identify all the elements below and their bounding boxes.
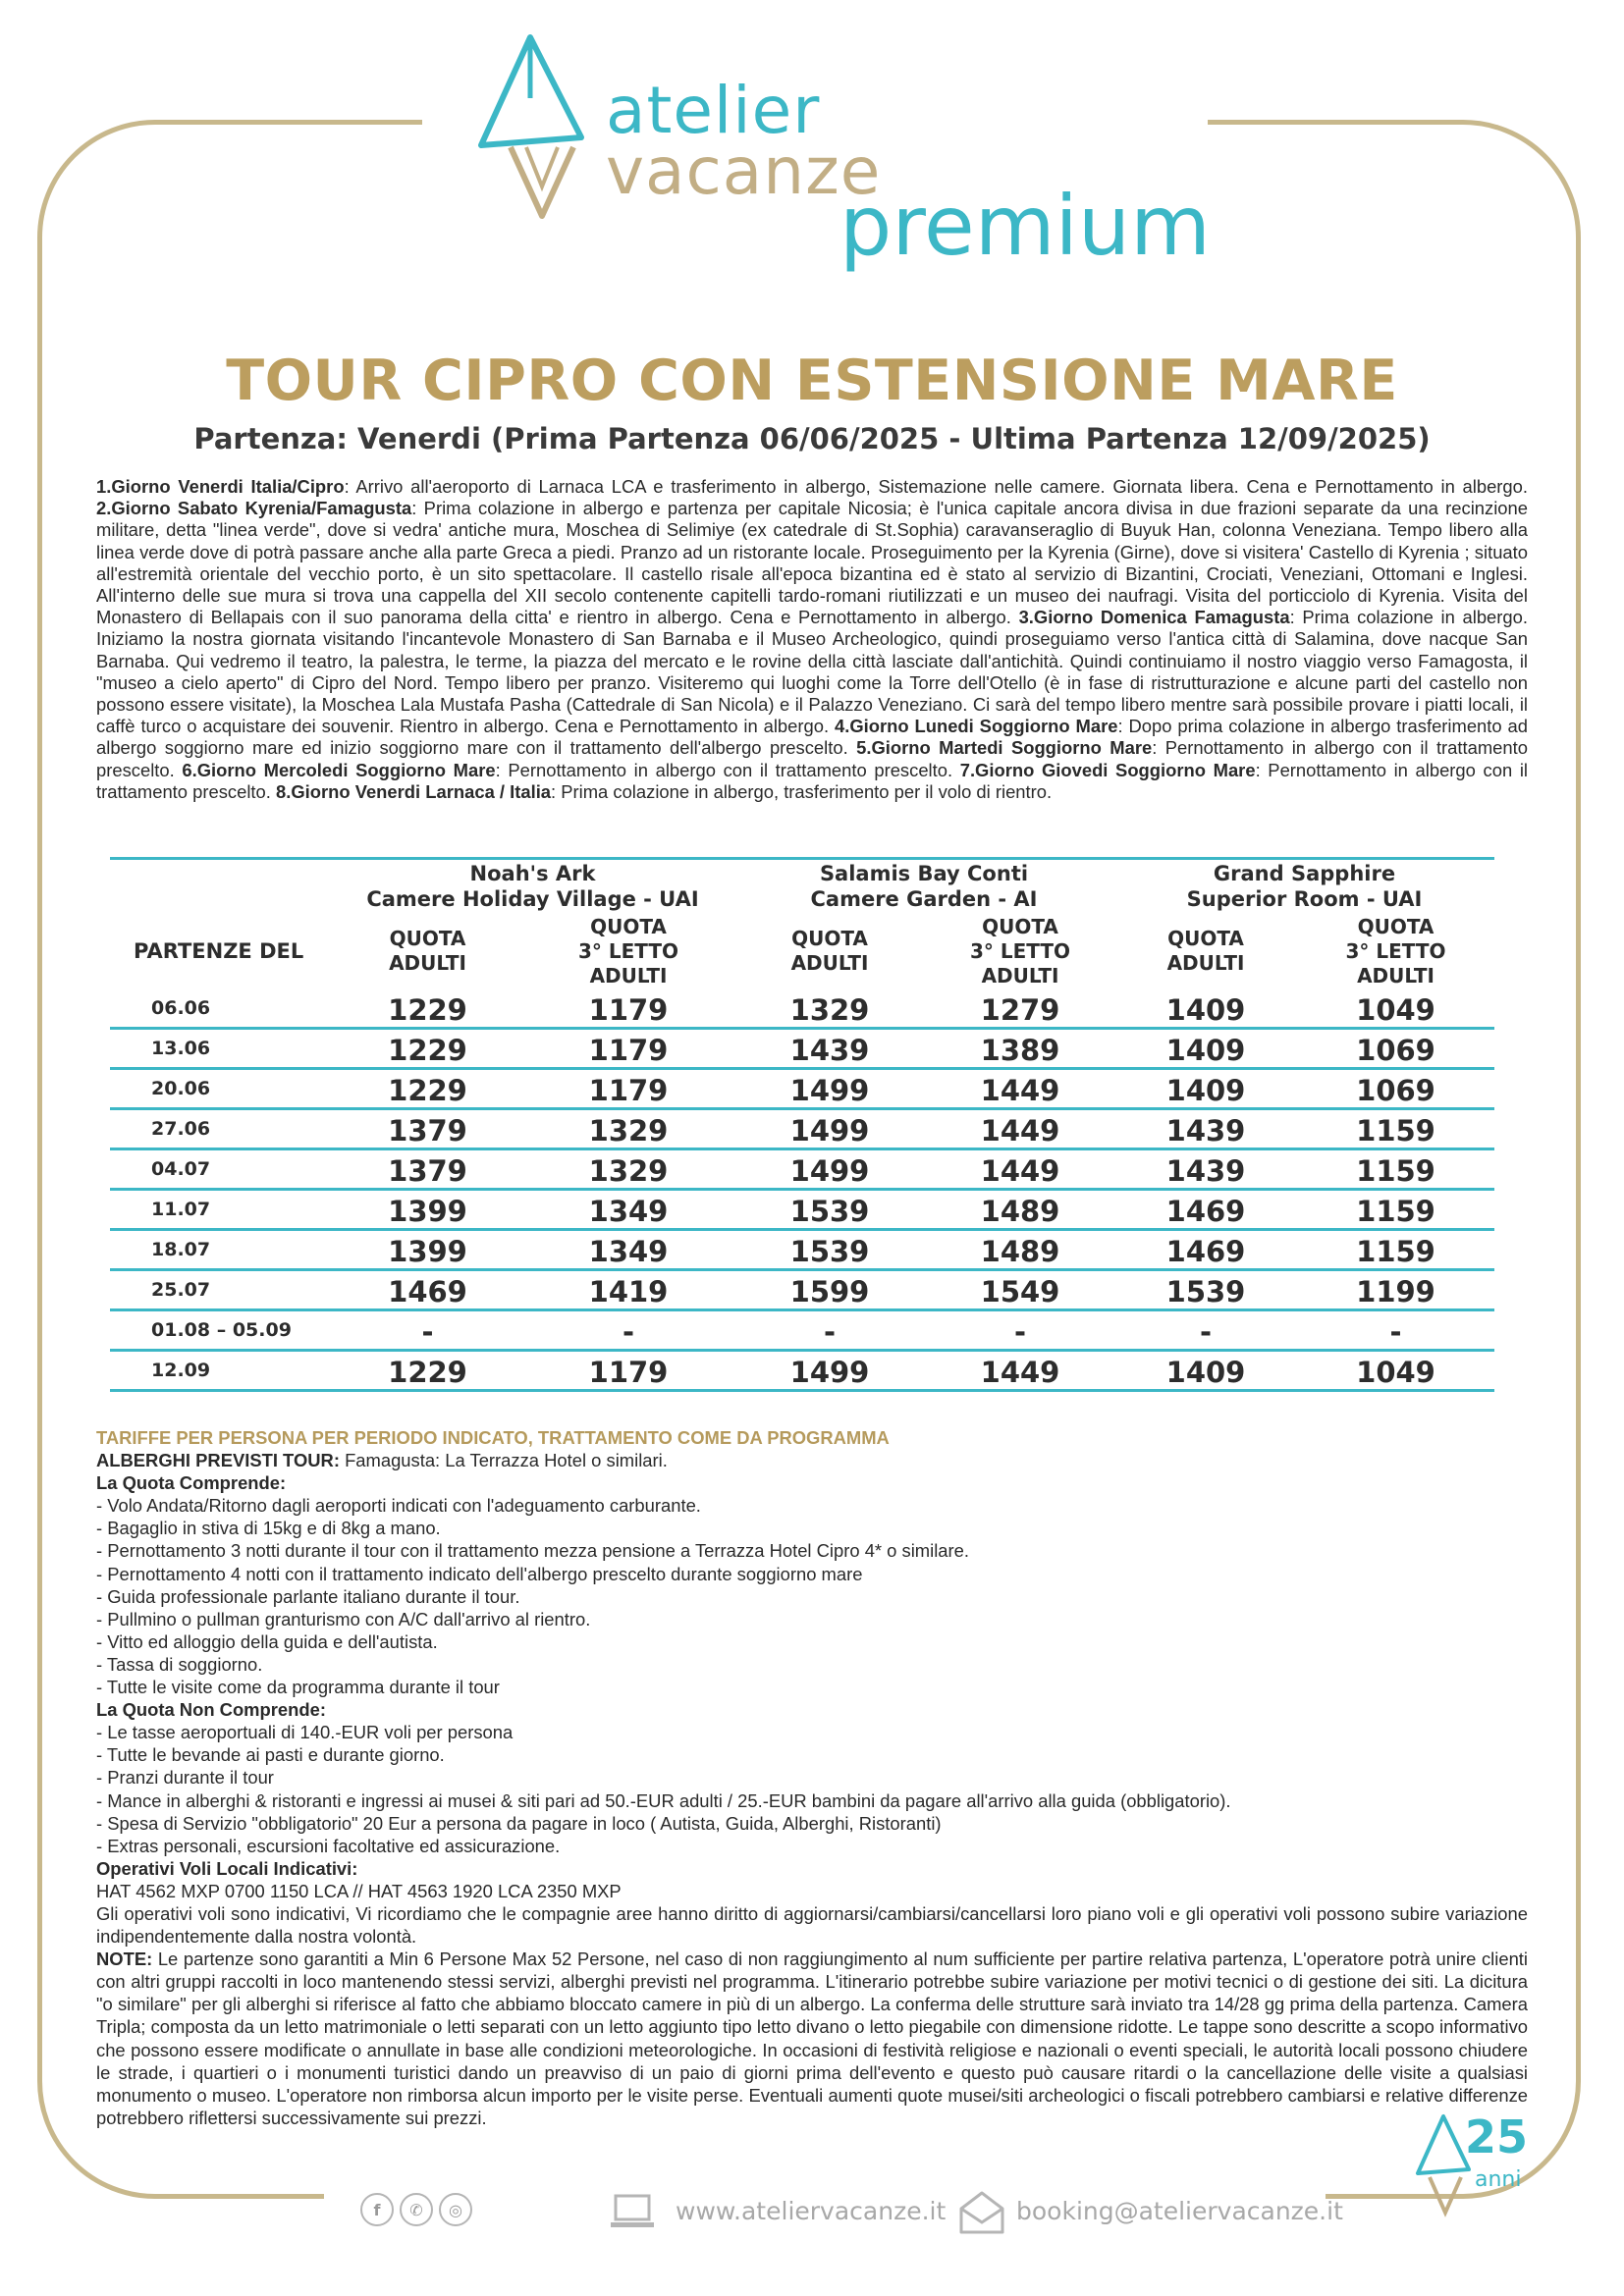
- price-cell: 1469: [1114, 1190, 1297, 1230]
- col-quota-3-letto: QUOTA 3° LETTO ADULTI: [1345, 914, 1446, 988]
- hotel-name: Salamis Bay Conti: [819, 862, 1029, 885]
- price-cell: 1449: [926, 1351, 1114, 1391]
- price-cell: 1599: [733, 1270, 926, 1310]
- page-subtitle: Partenza: Venerdi (Prima Partenza 06/06/2025 - Ultima Partenza 12/09/2025): [193, 422, 1431, 455]
- price-cell: 1229: [332, 1351, 523, 1391]
- departure-date: 04.07: [110, 1149, 332, 1190]
- price-cell: 1159: [1297, 1149, 1494, 1190]
- table-row: [110, 1149, 1494, 1190]
- voli-heading: Operativi Voli Locali Indicativi:: [96, 1857, 358, 1879]
- price-cell: 1549: [926, 1270, 1114, 1310]
- day-1-heading: 1.Giorno Venerdi Italia/Cipro: [96, 476, 345, 497]
- table-row: [110, 1069, 1494, 1109]
- price-cell: -: [1114, 1310, 1297, 1351]
- comprende-item: - Pernottamento 3 notti durante il tour con il trattamento mezza pensione a Terrazza Hotel Cipro 4* o similare.: [96, 1540, 969, 1562]
- email-link[interactable]: booking@ateliervacanze.it: [1016, 2197, 1343, 2225]
- price-cell: -: [733, 1310, 926, 1351]
- price-cell: 1399: [332, 1190, 523, 1230]
- price-cell: 1449: [926, 1109, 1114, 1149]
- itinerary-text: [96, 476, 1528, 803]
- comprende-item: - Pullmino o pullman granturismo con A/C dall'arrivo al rientro.: [96, 1608, 591, 1629]
- comprende-item: - Pernottamento 4 notti con il trattamento indicato dell'albergo prescelto durante soggiorno mare: [96, 1563, 863, 1584]
- badge-number: 25: [1465, 2110, 1529, 2163]
- whatsapp-icon[interactable]: ✆: [400, 2193, 433, 2226]
- price-cell: 1049: [1297, 989, 1494, 1029]
- page-title: TOUR CIPRO CON ESTENSIONE MARE: [226, 348, 1398, 413]
- price-cell: 1399: [332, 1230, 523, 1270]
- price-cell: 1179: [523, 1351, 733, 1391]
- col-quota-adulti: QUOTA ADULTI: [790, 927, 869, 975]
- empty-header-cell: [110, 859, 332, 914]
- price-cell: 1539: [733, 1190, 926, 1230]
- col-quota-adulti: QUOTA ADULTI: [389, 927, 466, 975]
- price-cell: 1409: [1114, 1351, 1297, 1391]
- price-cell: 1419: [523, 1270, 733, 1310]
- hotel-room: Camere Holiday Village - UAI: [366, 887, 699, 911]
- price-cell: 1439: [733, 1029, 926, 1069]
- price-cell: 1229: [332, 1029, 523, 1069]
- voli-note: Gli operativi voli sono indicativi, Vi ricordiamo che le compagnie aree hanno diritto di aggiornarsi/cambiarsi/cancellarsi loro piano voli e gli operativi voli possono subire variazione indipendentemente dalla nostra volontà.: [96, 1902, 1528, 1948]
- departure-date: 01.08 – 05.09: [110, 1310, 332, 1351]
- price-cell: 1449: [926, 1069, 1114, 1109]
- non-comprende-item: - Spesa di Servizio "obbligatorio" 20 Eur a persona da pagare in loco ( Autista, Guida, Alberghi, Ristoranti): [96, 1812, 942, 1834]
- col-quota-3-letto: QUOTA 3° LETTO ADULTI: [577, 914, 679, 988]
- non-comprende-item: - Tutte le bevande ai pasti e durante giorno.: [96, 1744, 445, 1766]
- voli-line: HAT 4562 MXP 0700 1150 LCA // HAT 4563 1920 LCA 2350 MXP: [96, 1880, 622, 1901]
- price-cell: 1159: [1297, 1190, 1494, 1230]
- hotel-header-noahs-ark: [332, 859, 733, 914]
- table-row: [110, 1351, 1494, 1391]
- column-header-row: [110, 913, 1494, 989]
- non-comprende-heading: La Quota Non Comprende:: [96, 1699, 326, 1721]
- departure-date: 18.07: [110, 1230, 332, 1270]
- price-cell: 1179: [523, 989, 733, 1029]
- price-cell: 1539: [733, 1230, 926, 1270]
- departures-header: PARTENZE DEL: [134, 938, 304, 963]
- price-cell: 1349: [523, 1190, 733, 1230]
- table-row: [110, 989, 1494, 1029]
- price-cell: 1329: [733, 989, 926, 1029]
- price-cell: 1279: [926, 989, 1114, 1029]
- hotel-name: Noah's Ark: [469, 862, 596, 885]
- departure-date: 20.06: [110, 1069, 332, 1109]
- day-3-heading: 3.Giorno Domenica Famagusta: [1018, 607, 1290, 628]
- hotel-room: Superior Room - UAI: [1186, 887, 1423, 911]
- departure-date: 25.07: [110, 1270, 332, 1310]
- website-link[interactable]: www.ateliervacanze.it: [676, 2197, 947, 2225]
- alberghi-line: ALBERGHI PREVISTI TOUR: Famagusta: La Terrazza Hotel o similari.: [96, 1450, 668, 1471]
- comprende-item: - Guida professionale parlante italiano durante il tour.: [96, 1585, 520, 1607]
- day-3-text: : Prima colazione in albergo. Iniziamo la nostra giornata visitando l'incantevole Monastero di San Barnaba e il Museo Archeologico, quindi proseguiamo verso l'antica città di Salamina, dove nacque San Barnaba. Qui vedremo il teatro, la palestra, le terme, la piazza del mercato e le rovine della città lasciate dall'antichità. Quindi continuiamo il nostro viaggio verso Famagosta, il "museo a cielo aperto" di Cipro del Nord. Tempo libero per pranzo. Visiteremo qui luoghi come la Torre dell'Otello (è in fase di ristrutturazione e alcune parti del castello non possono essere visitate), la Moschea Lala Mustafa Pasha (Cattedrale di San Nicola) e il Palazzo Veneziano. Ci sarà del tempo libero mentre sarà possibile provare i piatti locali, il caffè turco o acquistare dei souvenir. Rientro in albergo. Cena e Pernottamento in albergo.: [96, 607, 1528, 737]
- price-table: [110, 857, 1494, 1392]
- price-cell: 1439: [1114, 1149, 1297, 1190]
- price-cell: 1159: [1297, 1109, 1494, 1149]
- comprende-list: [96, 1494, 1528, 1698]
- envelope-icon: [957, 2189, 1006, 2236]
- price-cell: 1439: [1114, 1109, 1297, 1149]
- logo-word-premium: premium: [839, 178, 1211, 274]
- day-5-heading: 5.Giorno Martedi Soggiorno Mare: [856, 737, 1153, 759]
- tariffe-heading: TARIFFE PER PERSONA PER PERIODO INDICATO, TRATTAMENTO COME DA PROGRAMMA: [96, 1427, 890, 1448]
- col-quota-3-letto: QUOTA 3° LETTO ADULTI: [969, 914, 1071, 988]
- price-cell: 1499: [733, 1109, 926, 1149]
- hotel-name: Grand Sapphire: [1213, 862, 1396, 885]
- price-cell: 1409: [1114, 1029, 1297, 1069]
- logo-triangle-icon: [471, 29, 609, 226]
- departure-date: 11.07: [110, 1190, 332, 1230]
- price-cell: 1469: [1114, 1230, 1297, 1270]
- conditions-section: [96, 1426, 1528, 2129]
- day-7-heading: 7.Giorno Giovedi Soggiorno Mare: [959, 759, 1256, 780]
- day-2-text: : Prima colazione in albergo e partenza per capitale Nicosia; è l'unica capitale ancora divisa in due frazioni separate da una recinzione militare, detta "linea verde", dove si vedra' antiche mura, Moschea di Selimiye (ex catedrale di St.Sophia) caravanseraglio di Buyuk Han, colonna Veneziana. Tempo libero alla linea verde dove di potrà passare anche alla parte Greca a piedi. Pranzo ad un ristorante locale. Proseguimento per la Kyrenia (Girne), dove si visitera' Castello di Kyrenia ; situato all'estremità orientale del vecchio porto, è un sito spettacolare. Il castello risale all'epoca bizantina ed è stato al servizio di Bizantini, Crociati, Veneziani, Ottomani e Inglesi. All'interno delle sue mura si trova una cappella del XII secolo contenente capitelli tardo-romani riutilizzati e un museo dei naufragi. Visita del porticciolo di Kyrenia. Visita del Monastero di Bellapais con il suo panorama della citta' e rientro in albergo. Cena e Pernottamento in albergo.: [96, 498, 1528, 628]
- price-cell: 1179: [523, 1029, 733, 1069]
- price-cell: 1489: [926, 1230, 1114, 1270]
- day-4-text: : Dopo prima colazione in albergo trasferimento ad albergo soggiorno mare ed inizio soggiorno mare con il trattamento dell'albergo prescelto.: [96, 716, 1528, 759]
- hotel-room: Camere Garden - AI: [810, 887, 1038, 911]
- price-cell: 1229: [332, 1069, 523, 1109]
- social-icons: [360, 2193, 472, 2226]
- price-cell: 1159: [1297, 1230, 1494, 1270]
- non-comprende-item: - Mance in alberghi & ristoranti e ingressi ai musei & siti pari ad 50.-EUR adulti / 25.-EUR bambini da pagare all'arrivo alla guida (obbligatorio).: [96, 1789, 1231, 1811]
- facebook-icon[interactable]: f: [360, 2193, 394, 2226]
- price-cell: -: [523, 1310, 733, 1351]
- day-5-text: : Pernottamento in albergo con il trattamento prescelto.: [96, 737, 1528, 780]
- table-row: [110, 1310, 1494, 1351]
- table-row: [110, 1270, 1494, 1310]
- price-cell: 1229: [332, 989, 523, 1029]
- non-comprende-list: [96, 1721, 1528, 1857]
- footer: [0, 2187, 1624, 2246]
- price-cell: 1179: [523, 1069, 733, 1109]
- price-cell: 1379: [332, 1109, 523, 1149]
- price-cell: 1489: [926, 1190, 1114, 1230]
- instagram-icon[interactable]: ◎: [439, 2193, 472, 2226]
- price-cell: -: [332, 1310, 523, 1351]
- price-cell: 1409: [1114, 1069, 1297, 1109]
- non-comprende-item: - Le tasse aeroportuali di 140.-EUR voli per persona: [96, 1722, 514, 1743]
- comprende-item: - Volo Andata/Ritorno dagli aeroporti indicati con l'adeguamento carburante.: [96, 1495, 701, 1517]
- price-cell: 1069: [1297, 1069, 1494, 1109]
- non-comprende-item: - Extras personali, escursioni facoltative ed assicurazione.: [96, 1835, 561, 1856]
- logo-word-vacanze: vacanze: [606, 133, 882, 209]
- price-cell: 1499: [733, 1351, 926, 1391]
- day-8-text: : Prima colazione in albergo, trasferimento per il volo di rientro.: [551, 780, 1053, 802]
- logo-word-atelier: atelier: [606, 73, 821, 148]
- laptop-icon: [609, 2193, 656, 2232]
- price-cell: 1389: [926, 1029, 1114, 1069]
- price-cell: 1379: [332, 1149, 523, 1190]
- comprende-item: - Bagaglio in stiva di 15kg e di 8kg a mano.: [96, 1518, 441, 1539]
- hotel-header-row: [110, 859, 1494, 914]
- comprende-item: - Vitto ed alloggio della guida e dell'autista.: [96, 1630, 438, 1652]
- price-cell: -: [926, 1310, 1114, 1351]
- price-cell: 1329: [523, 1109, 733, 1149]
- non-comprende-item: - Pranzi durante il tour: [96, 1767, 274, 1789]
- price-cell: -: [1297, 1310, 1494, 1351]
- price-cell: 1069: [1297, 1029, 1494, 1069]
- comprende-item: - Tutte le visite come da programma durante il tour: [96, 1677, 500, 1698]
- price-cell: 1469: [332, 1270, 523, 1310]
- hotel-header-salamis-bay: [733, 859, 1114, 914]
- comprende-heading: La Quota Comprende:: [96, 1472, 287, 1494]
- price-cell: 1499: [733, 1069, 926, 1109]
- departure-date: 06.06: [110, 989, 332, 1029]
- day-6-heading: 6.Giorno Mercoledi Soggiorno Mare: [182, 759, 496, 780]
- price-cell: 1539: [1114, 1270, 1297, 1310]
- price-cell: 1329: [523, 1149, 733, 1190]
- price-cell: 1199: [1297, 1270, 1494, 1310]
- departure-date: 12.09: [110, 1351, 332, 1391]
- day-7-text: : Pernottamento in albergo con il trattamento prescelto.: [96, 759, 1528, 802]
- table-row: [110, 1190, 1494, 1230]
- table-row: [110, 1230, 1494, 1270]
- table-row: [110, 1109, 1494, 1149]
- brand-logo: [471, 29, 1237, 294]
- hotel-header-grand-sapphire: [1114, 859, 1494, 914]
- note-paragraph: NOTE: Le partenze sono garantiti a Min 6 Persone Max 52 Persone, nel caso di non raggiungimento al num sufficiente per partire relativa partenza, L'operatore potrà unire clienti con altri gruppi raccolti in loco mantenendo stessi servizi, alberghi previsti nel programma. L'itinerario potrebbe subire variazione per motivi tecnici o di gestione dei siti. La dicitura "o similare" per gli alberghi si riferisce al fatto che abbiamo bloccato camere in più di un albergo. La conferma delle strutture sarà inviato tra 14/28 gg prima della partenza. Camera Tripla; composta da un letto matrimoniale o letti separati con un letto aggiunto tipo letto divano o letto piegabile con dimensione ridotte. Le tappe sono descritte a scopo informativo che possono essere modificate o annullate in base alle condizioni meteorologiche. In occasioni di festività religiose e nazionali o eventi speciali, le autorità locali possono chiudere le strade, i quartieri o i monumenti turistici dando un preavviso di un paio di giorni prima dell'evento e questo può causare ritardi o la cancellazione delle visite a qualsiasi monumento o museo. L'operatore non rimborsa alcun importo per le visite perse. Eventuali aumenti quote musei/siti archeologici o fiscali potrebbero cambiarsi e relative differenze potrebbero riflettersi successivamente sui prezzi.: [96, 1949, 1528, 2128]
- table-row: [110, 1029, 1494, 1069]
- day-6-text: : Pernottamento in albergo con il trattamento prescelto.: [495, 759, 960, 780]
- day-4-heading: 4.Giorno Lunedi Soggiorno Mare: [834, 716, 1118, 737]
- price-cell: 1449: [926, 1149, 1114, 1190]
- price-cell: 1499: [733, 1149, 926, 1190]
- price-cell: 1409: [1114, 989, 1297, 1029]
- day-2-heading: 2.Giorno Sabato Kyrenia/Famagusta: [96, 498, 412, 519]
- badge-label: anni: [1475, 2167, 1522, 2192]
- day-8-heading: 8.Giorno Venerdi Larnaca / Italia: [275, 780, 552, 802]
- day-1-text: : Arrivo all'aeroporto di Larnaca LCA e trasferimento in albergo, Sistemazione nelle camere. Giornata libera. Cena e Pernottamento in albergo.: [344, 476, 1528, 497]
- departure-date: 13.06: [110, 1029, 332, 1069]
- price-cell: 1049: [1297, 1351, 1494, 1391]
- comprende-item: - Tassa di soggiorno.: [96, 1653, 263, 1675]
- price-table-body: [110, 989, 1494, 1391]
- col-quota-adulti: QUOTA ADULTI: [1166, 927, 1245, 975]
- price-cell: 1349: [523, 1230, 733, 1270]
- departure-date: 27.06: [110, 1109, 332, 1149]
